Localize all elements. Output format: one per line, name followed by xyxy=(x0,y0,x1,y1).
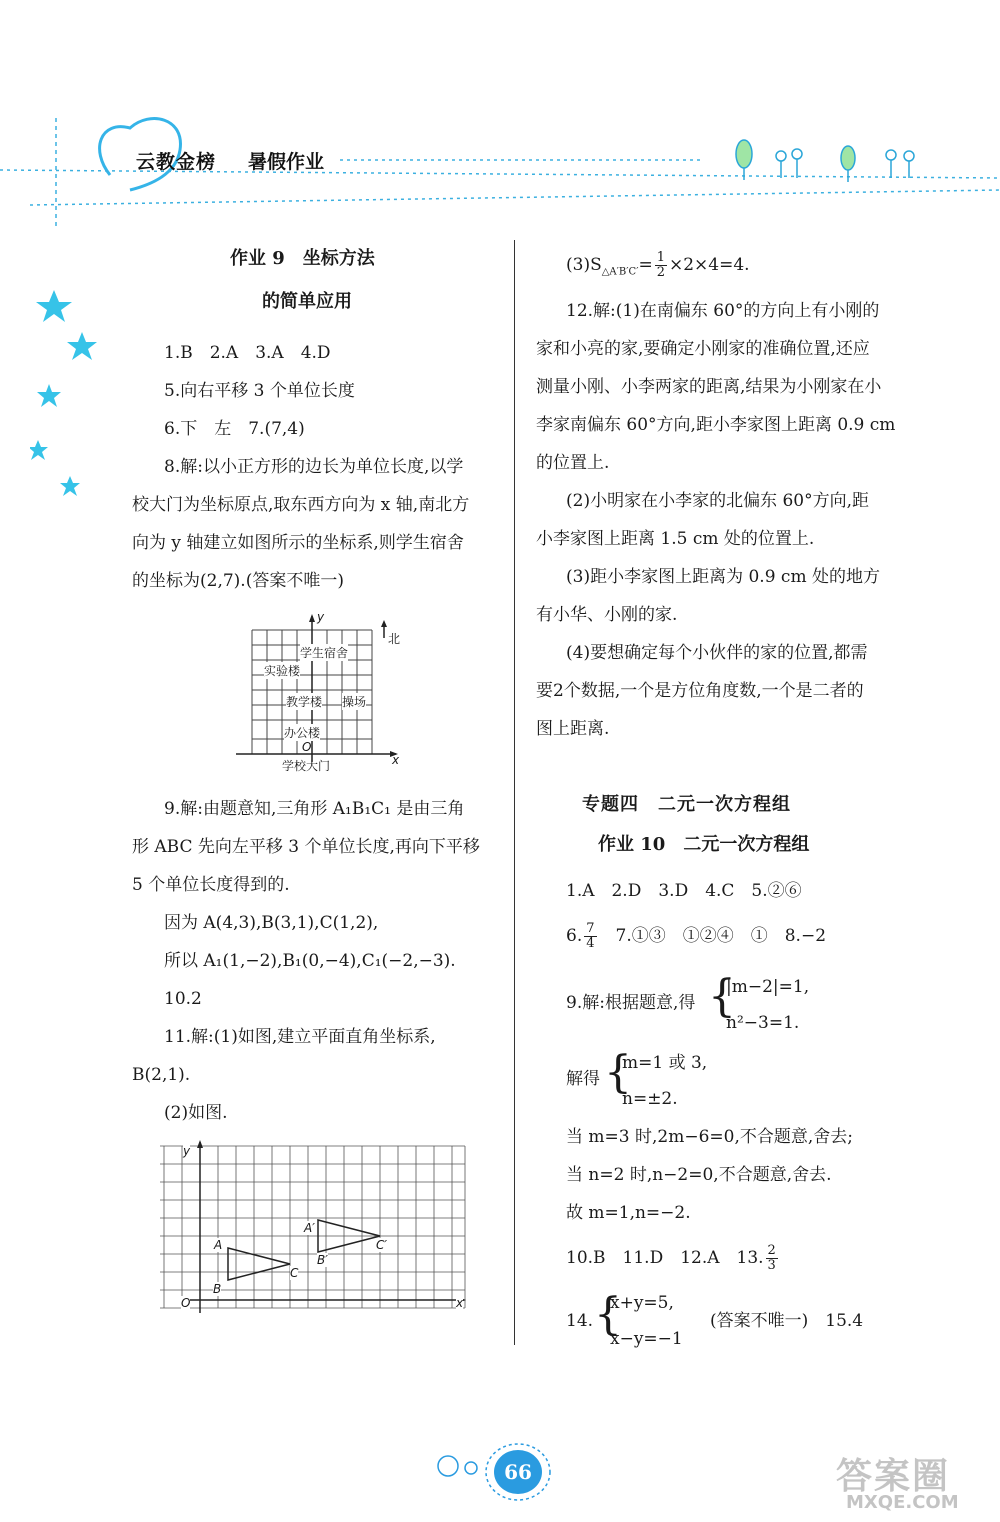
fraction xyxy=(655,251,667,280)
answer-line: 当 n=2 时,n−2=0,不合题意,舍去. xyxy=(566,1165,832,1185)
point-B-prime: B′ xyxy=(317,1253,328,1267)
fraction-num: 2 xyxy=(767,1243,776,1258)
answer-line-area xyxy=(566,251,750,283)
answer-line: 8.解:以小正方形的边长为单位长度,以学 xyxy=(164,457,464,477)
header-subtitle: 暑假作业 xyxy=(248,151,325,173)
equation: |m−2|=1, xyxy=(726,977,810,997)
brace-icon: { xyxy=(594,1289,622,1340)
fraction xyxy=(766,1244,778,1273)
answer-line: 要2个数据,一个是方位角度数,一个是二者的 xyxy=(536,681,864,701)
watermark-logo: 答案圈 xyxy=(836,1456,951,1497)
answer-line: 的坐标为(2,7).(答案不唯一) xyxy=(132,571,344,591)
equation: x−y=−1 xyxy=(610,1329,683,1349)
point-C-prime: C′ xyxy=(376,1238,388,1252)
section-title: 作业 9 坐标方法 xyxy=(230,248,375,269)
topic-title: 专题四 二元一次方程组 xyxy=(582,794,791,815)
fraction xyxy=(584,922,596,951)
answer-line: 图上距离. xyxy=(536,719,610,739)
brace-icon: { xyxy=(708,971,736,1022)
map-label-teach: 教学楼 xyxy=(286,695,323,709)
equation: n=±2. xyxy=(622,1089,678,1109)
answer-line: (答案不唯一) 15.4 xyxy=(710,1311,864,1331)
answer-line: 向为 y 轴建立如图所示的坐标系,则学生宿舍 xyxy=(132,533,464,553)
answer-line: (2)如图. xyxy=(164,1103,228,1123)
equation: n²−3=1. xyxy=(726,1013,800,1033)
answer-line: 李家南偏东 60°方向,距小李家图上距离 0.9 cm xyxy=(536,415,896,435)
q10-prefix: 10.B 11.D 12.A 13. xyxy=(566,1248,764,1268)
answer-line: (3)距小李家图上距离为 0.9 cm 处的地方 xyxy=(566,567,880,587)
q6-rest: 7.①③ ①②④ ① 8.−2 xyxy=(598,926,827,946)
brand-title: 云教金榜 xyxy=(136,151,217,173)
q6-prefix: 6. xyxy=(566,926,583,946)
area-prefix: (3)S xyxy=(566,255,602,275)
section-title-2: 的简单应用 xyxy=(262,291,352,312)
point-A: A xyxy=(214,1238,223,1252)
answer-line: 因为 A(4,3),B(3,1),C(1,2), xyxy=(164,913,379,933)
page-number: 66 xyxy=(494,1450,542,1494)
fraction-num: 7 xyxy=(586,921,595,936)
answer-line: 1.B 2.A 3.A 4.D xyxy=(164,343,331,363)
answer-line: 9.解:根据题意,得 xyxy=(566,993,696,1013)
map-label-field: 操场 xyxy=(342,695,367,709)
answer-line: 12.解:(1)在南偏东 60°的方向上有小刚的 xyxy=(566,301,880,321)
answer-line: 小李家图上距离 1.5 cm 处的位置上. xyxy=(536,529,815,549)
answer-line: 故 m=1,n=−2. xyxy=(566,1203,691,1223)
map-label-office: 办公楼 xyxy=(284,726,321,740)
answer-line: 所以 A₁(1,−2),B₁(0,−4),C₁(−2,−3). xyxy=(164,951,456,971)
answer-line: B(2,1). xyxy=(132,1065,191,1085)
answer-line: 5.向右平移 3 个单位长度 xyxy=(164,381,355,401)
school-map-figure xyxy=(236,612,406,772)
answer-line: 10.2 xyxy=(164,989,202,1009)
fraction-den: 4 xyxy=(586,936,595,951)
answer-line: 测量小刚、小李两家的距离,结果为小刚家在小 xyxy=(536,377,882,397)
answer-line: 形 ABC 先向左平移 3 个单位长度,再向下平移 xyxy=(132,837,480,857)
north-label: 北 xyxy=(388,632,401,646)
axis-label-y: y xyxy=(317,610,325,624)
brace-icon: { xyxy=(604,1047,632,1098)
triangle-grid-figure xyxy=(160,1138,470,1318)
answer-line: 家和小亮的家,要确定小刚家的准确位置,还应 xyxy=(536,339,870,359)
answer-line: 11.解:(1)如图,建立平面直角坐标系, xyxy=(164,1027,436,1047)
watermark-url: MXQE.COM xyxy=(846,1492,959,1513)
star-icons xyxy=(30,280,110,510)
fraction-den: 3 xyxy=(767,1258,776,1273)
answer-line: 解得 xyxy=(566,1069,600,1089)
answer-line: 有小华、小刚的家. xyxy=(536,605,678,625)
answer-line-6 xyxy=(566,922,826,951)
fraction-den: 2 xyxy=(656,265,665,280)
origin-label: O xyxy=(302,740,312,754)
equation: m=1 或 3, xyxy=(622,1053,708,1073)
area-subscript: △A′B′C′ xyxy=(601,266,639,278)
answer-line: (2)小明家在小李家的北偏东 60°方向,距 xyxy=(566,491,870,511)
answer-line: 14. xyxy=(566,1311,594,1331)
answer-line: 的位置上. xyxy=(536,453,610,473)
answer-line: 校大门为坐标原点,取东西方向为 x 轴,南北方 xyxy=(132,495,470,515)
point-C: C xyxy=(290,1266,299,1280)
fraction-num: 1 xyxy=(656,250,665,265)
section-title: 作业 10 二元一次方程组 xyxy=(598,834,810,855)
axis-label-y: y xyxy=(183,1144,191,1158)
answer-line: 5 个单位长度得到的. xyxy=(132,875,290,895)
point-A-prime: A′ xyxy=(304,1221,315,1235)
area-rest: ×2×4=4. xyxy=(669,255,750,275)
axis-label-x: x xyxy=(456,1296,464,1310)
answer-line: (4)要想确定每个小伙伴的家的位置,都需 xyxy=(566,643,868,663)
answer-line: 6.下 左 7.(7,4) xyxy=(164,419,305,439)
map-label-lab: 实验楼 xyxy=(264,664,301,678)
map-label-dorm: 学生宿舍 xyxy=(300,646,349,660)
answer-line: 当 m=3 时,2m−6=0,不合题意,舍去; xyxy=(566,1127,853,1147)
column-divider xyxy=(514,240,515,1345)
answer-line: 1.A 2.D 3.D 4.C 5.②⑥ xyxy=(566,881,802,901)
point-B: B xyxy=(213,1282,222,1296)
map-label-gate: 学校大门 xyxy=(282,759,331,773)
answer-line: 9.解:由题意知,三角形 A₁B₁C₁ 是由三角 xyxy=(164,799,465,819)
origin-label: O xyxy=(181,1296,191,1310)
answer-line-10 xyxy=(566,1244,780,1273)
equation: x+y=5, xyxy=(610,1293,674,1313)
equals: = xyxy=(638,255,653,275)
axis-label-x: x xyxy=(392,753,400,767)
header-decoration xyxy=(0,0,1000,230)
